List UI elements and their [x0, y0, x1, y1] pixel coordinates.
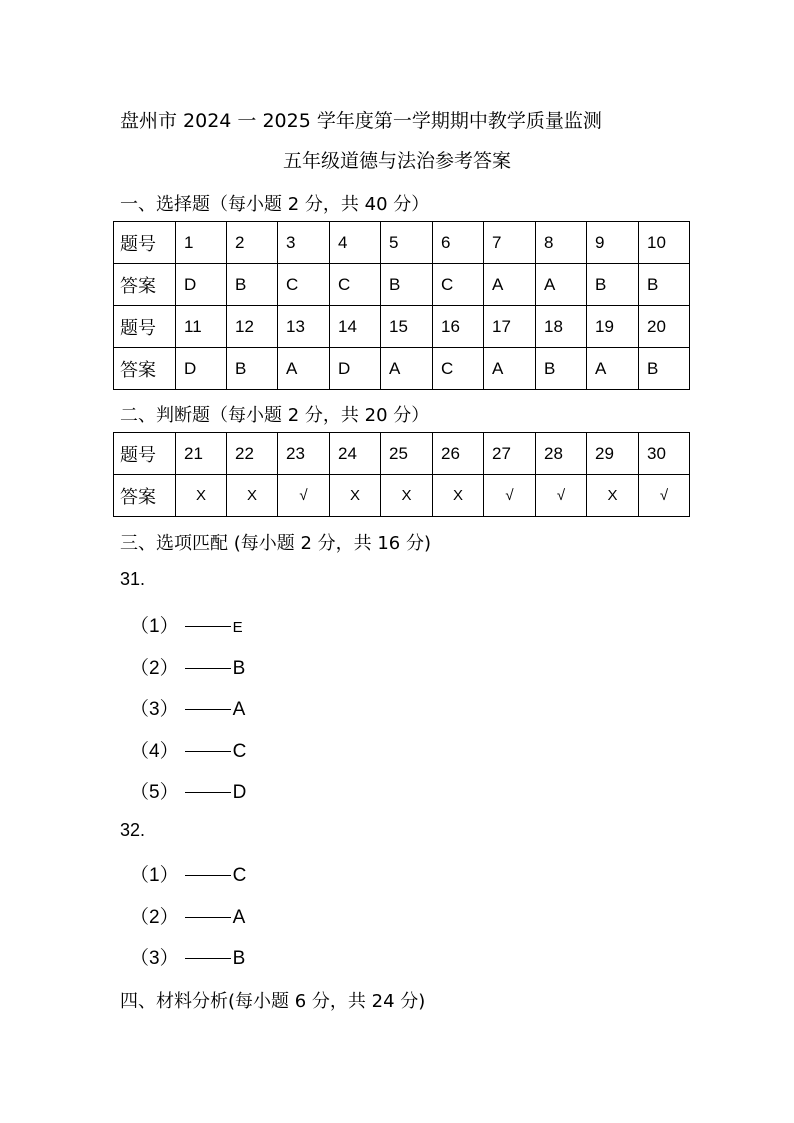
table-cell: 27	[484, 433, 536, 475]
choice-answer-table	[113, 221, 690, 390]
table-row	[114, 475, 690, 517]
table-cell: 15	[381, 306, 433, 348]
table-cell: B	[639, 264, 690, 306]
judgement-answer-table	[113, 432, 690, 517]
item-number: （5）	[130, 782, 179, 803]
table-cell: 6	[433, 222, 484, 264]
question-32-number: 32.	[120, 820, 146, 840]
table-cell: 30	[639, 433, 690, 475]
item-answer: B	[232, 657, 246, 679]
table-cell: X	[330, 475, 381, 517]
item-number: （1）	[130, 616, 179, 637]
table-cell: 5	[381, 222, 433, 264]
item-answer: D	[232, 782, 247, 803]
item-answer: E	[232, 619, 243, 636]
row-label: 答案	[114, 475, 176, 517]
section2-heading: 二、判断题（每小题 2 分，共 20 分）	[120, 405, 430, 426]
table-cell: 8	[536, 222, 587, 264]
row-label: 题号	[114, 306, 176, 348]
table-cell: 21	[176, 433, 227, 475]
match-dash	[185, 626, 231, 627]
table-cell: X	[433, 475, 484, 517]
row-label: 题号	[114, 222, 176, 264]
table-cell: 9	[587, 222, 639, 264]
table-cell: A	[381, 348, 433, 390]
question-31-number: 31.	[120, 569, 146, 589]
table-cell: C	[330, 264, 381, 306]
item-answer: B	[232, 948, 246, 969]
table-cell: 25	[381, 433, 433, 475]
table-cell: 2	[227, 222, 278, 264]
section1-heading: 一、选择题（每小题 2 分，共 40 分）	[120, 194, 430, 215]
table-cell: B	[227, 264, 278, 306]
table-cell: B	[587, 264, 639, 306]
row-label: 答案	[114, 264, 176, 306]
question-31-match-item	[130, 653, 245, 680]
table-cell: √	[278, 475, 330, 517]
table-row	[114, 306, 690, 348]
table-cell: 29	[587, 433, 639, 475]
table-row	[114, 222, 690, 264]
table-row	[114, 264, 690, 306]
question-32-match-item	[130, 902, 245, 929]
match-dash	[185, 875, 231, 876]
table-cell: C	[278, 264, 330, 306]
table-cell: 17	[484, 306, 536, 348]
item-answer: A	[232, 906, 246, 928]
table-cell: B	[381, 264, 433, 306]
table-cell: 26	[433, 433, 484, 475]
item-answer: C	[232, 740, 247, 762]
match-dash	[185, 709, 231, 710]
table-cell: 13	[278, 306, 330, 348]
row-label: 题号	[114, 433, 176, 475]
question-32-match-item	[130, 943, 245, 970]
table-cell: A	[278, 348, 330, 390]
question-32-match-item	[130, 860, 246, 887]
table-cell: 11	[176, 306, 227, 348]
table-cell: 24	[330, 433, 381, 475]
table-cell: 16	[433, 306, 484, 348]
item-number: （4）	[130, 740, 179, 762]
table-cell: 1	[176, 222, 227, 264]
table-cell: 20	[639, 306, 690, 348]
table-cell: A	[484, 348, 536, 390]
table-cell: 4	[330, 222, 381, 264]
question-31-match-item	[130, 611, 243, 638]
table-cell: C	[433, 348, 484, 390]
table-cell: D	[330, 348, 381, 390]
document-title: 盘州市 2024 一 2025 学年度第一学期期中教学质量监测	[120, 110, 602, 132]
table-cell: 28	[536, 433, 587, 475]
match-dash	[185, 751, 231, 752]
table-cell: 23	[278, 433, 330, 475]
table-cell: D	[176, 348, 227, 390]
table-cell: √	[484, 475, 536, 517]
item-number: （2）	[130, 657, 179, 679]
table-cell: X	[227, 475, 278, 517]
item-number: （3）	[130, 699, 179, 720]
question-31-match-item	[130, 777, 246, 804]
match-dash	[185, 792, 231, 793]
table-cell: A	[536, 264, 587, 306]
item-answer: C	[232, 865, 247, 886]
item-answer: A	[232, 699, 246, 720]
table-cell: X	[587, 475, 639, 517]
table-cell: B	[227, 348, 278, 390]
question-31-match-item	[130, 736, 246, 763]
table-cell: X	[176, 475, 227, 517]
match-dash	[185, 668, 231, 669]
table-cell: C	[433, 264, 484, 306]
table-row	[114, 433, 690, 475]
table-cell: 14	[330, 306, 381, 348]
table-cell: 19	[587, 306, 639, 348]
table-cell: 22	[227, 433, 278, 475]
item-number: （3）	[130, 948, 179, 969]
table-cell: A	[484, 264, 536, 306]
table-row	[114, 348, 690, 390]
table-cell: 18	[536, 306, 587, 348]
item-number: （2）	[130, 906, 179, 928]
document-subtitle: 五年级道德与法治参考答案	[282, 150, 511, 172]
section3-heading: 三、选项匹配 (每小题 2 分，共 16 分)	[120, 533, 432, 554]
table-cell: B	[639, 348, 690, 390]
table-cell: √	[639, 475, 690, 517]
match-dash	[185, 958, 231, 959]
match-dash	[185, 917, 231, 918]
table-cell: 7	[484, 222, 536, 264]
section4-heading: 四、材料分析(每小题 6 分，共 24 分)	[120, 991, 426, 1012]
table-cell: 3	[278, 222, 330, 264]
item-number: （1）	[130, 865, 179, 886]
table-cell: A	[587, 348, 639, 390]
table-cell: X	[381, 475, 433, 517]
row-label: 答案	[114, 348, 176, 390]
table-cell: √	[536, 475, 587, 517]
table-cell: B	[536, 348, 587, 390]
table-cell: D	[176, 264, 227, 306]
table-cell: 12	[227, 306, 278, 348]
question-31-match-item	[130, 694, 245, 721]
table-cell: 10	[639, 222, 690, 264]
